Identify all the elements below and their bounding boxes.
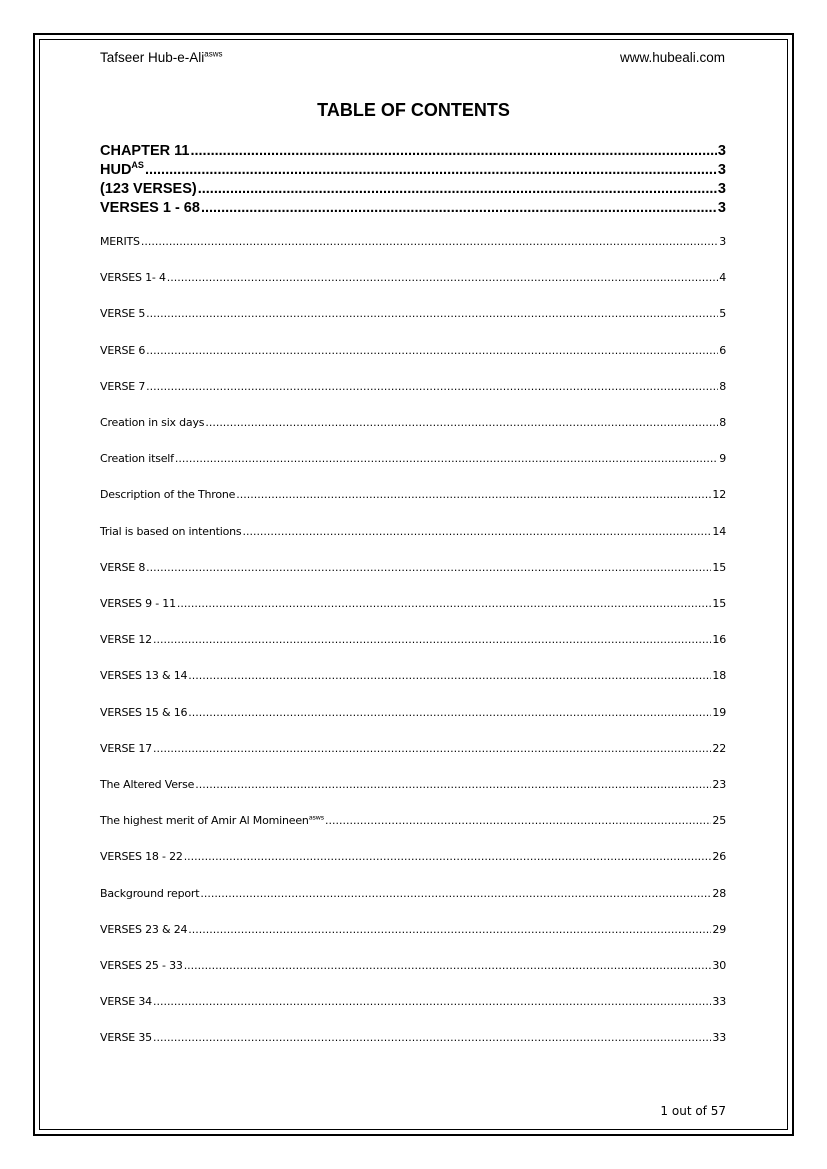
toc-title: TABLE OF CONTENTS <box>317 100 510 120</box>
toc-entry-page: 29 <box>712 922 726 936</box>
toc-entry-label: VERSES 13 & 14 <box>100 669 188 683</box>
toc-leader-dots <box>153 633 711 646</box>
toc-entry-page: 3 <box>719 235 726 248</box>
toc-entry[interactable] <box>100 416 726 431</box>
toc-entry-page: 30 <box>712 959 726 972</box>
toc-entry[interactable] <box>100 814 726 829</box>
toc-entry-label: The highest merit of Amir Al Momineen$^{asws}$ <box>100 813 324 828</box>
toc-entry-label: VERSE 34 <box>100 995 152 1009</box>
toc-leader-dots <box>177 597 712 610</box>
toc-leader-dots <box>146 344 718 357</box>
toc-entry-label: VERSE 35 <box>100 1031 152 1045</box>
page-number: 1 out of 57 <box>660 1104 726 1118</box>
toc-entry-label: VERSES 25 - 33 <box>100 959 183 972</box>
toc-entry-label: Creation in six days <box>100 416 205 429</box>
toc-leader-dots <box>146 380 718 393</box>
toc-entry-page: 16 <box>712 633 726 647</box>
toc-leader-dots <box>184 850 712 863</box>
toc-leader-dots <box>195 778 711 791</box>
toc-entry-page: 3 <box>717 143 726 159</box>
toc-entry-page: 6 <box>719 343 726 357</box>
toc-entry-label: VERSES 18 - 22 <box>100 850 183 864</box>
toc-entry-label: Trial is based on intentions <box>100 524 242 538</box>
toc-leader-dots <box>167 271 718 284</box>
toc-entry-page: 22 <box>712 741 726 755</box>
toc-entry-label: VERSES 1- 4 <box>100 271 166 285</box>
toc-leader-dots <box>200 887 711 900</box>
toc-leader-dots <box>236 488 711 501</box>
toc-entry[interactable] <box>100 561 726 576</box>
toc-entry-page: 28 <box>712 886 726 900</box>
toc-entry-label: VERSES 15 & 16 <box>100 705 188 719</box>
toc-leader-dots <box>153 995 711 1008</box>
toc-leader-dots <box>153 1031 711 1044</box>
toc-entry-label: VERSE 8 <box>100 560 146 574</box>
toc-entry-label: VERSE 6 <box>100 343 146 357</box>
toc-leader-dots <box>188 706 711 719</box>
toc-leader-dots <box>145 162 717 178</box>
toc-leader-dots <box>325 814 711 827</box>
toc-entry-label: Description of the Throne <box>100 488 236 502</box>
toc-entry[interactable] <box>100 380 726 395</box>
toc-entry[interactable] <box>100 887 726 902</box>
toc-entry-label: VERSE 17 <box>100 741 152 755</box>
toc-entry-label: CHAPTER 11 <box>100 143 190 159</box>
toc-entry[interactable] <box>100 344 726 359</box>
toc-entry-page: 5 <box>719 307 726 321</box>
toc-entry[interactable] <box>100 271 726 286</box>
toc-entry-label: (123 VERSES) <box>100 181 197 197</box>
toc-entry-page: 3 <box>717 200 726 216</box>
toc-entry[interactable] <box>100 488 726 503</box>
toc-entry[interactable] <box>100 235 726 250</box>
toc-entry-label: The Altered Verse <box>100 778 195 791</box>
toc-entry[interactable] <box>100 742 726 757</box>
toc-leader-dots <box>184 959 712 972</box>
toc-leader-dots <box>175 452 718 465</box>
toc-entry-page: 23 <box>712 778 726 791</box>
toc-entry[interactable] <box>100 850 726 865</box>
toc-entry[interactable] <box>100 162 726 181</box>
toc-entry[interactable] <box>100 307 726 322</box>
toc-leader-dots <box>201 200 717 216</box>
toc-leader-dots <box>188 923 711 936</box>
toc-entry-page: 9 <box>719 452 726 466</box>
toc-leader-dots <box>153 742 711 755</box>
toc-entry-label: MERITS <box>100 235 140 248</box>
toc-entry[interactable] <box>100 181 726 200</box>
toc-entry-page: 8 <box>719 379 726 393</box>
toc-entry-page: 33 <box>712 1031 726 1045</box>
toc-entry-page: 26 <box>712 850 726 864</box>
toc-leader-dots <box>146 307 718 320</box>
toc-leader-dots <box>198 181 717 197</box>
toc-entry-page: 4 <box>719 271 726 285</box>
toc-entry-page: 14 <box>712 524 726 538</box>
toc-entry[interactable] <box>100 452 726 467</box>
toc-entry-label: VERSE 5 <box>100 307 146 321</box>
toc-entry-label: Creation itself <box>100 452 174 466</box>
toc-entry-label: $HUD^{AS}$ <box>100 160 144 178</box>
toc-entry-label: VERSES 23 & 24 <box>100 922 188 936</box>
toc-entry-label: VERSES 9 - 11 <box>100 597 176 610</box>
toc-entry-page: 19 <box>712 705 726 719</box>
toc-entry[interactable] <box>100 200 726 219</box>
toc-entry[interactable] <box>100 923 726 938</box>
toc-entry[interactable] <box>100 706 726 721</box>
toc-entry[interactable] <box>100 995 726 1010</box>
toc-leader-dots <box>146 561 711 574</box>
toc-entry[interactable] <box>100 633 726 648</box>
header-website: www.hubeali.com <box>619 50 725 65</box>
toc-entry-page: 15 <box>712 560 726 574</box>
toc-leader-dots <box>141 235 718 248</box>
toc-entry[interactable] <box>100 143 726 162</box>
toc-entry[interactable] <box>100 1031 726 1046</box>
toc-entry-page: 12 <box>712 488 726 502</box>
toc-entry[interactable] <box>100 959 726 974</box>
toc-entry[interactable] <box>100 597 726 612</box>
toc-entry-page: 3 <box>717 181 726 197</box>
toc-leader-dots <box>242 525 711 538</box>
toc-leader-dots <box>188 669 711 682</box>
toc-entry-label: VERSE 7 <box>100 379 146 393</box>
toc-entry[interactable] <box>100 525 726 540</box>
toc-entry[interactable] <box>100 778 726 793</box>
toc-leader-dots <box>205 416 718 429</box>
toc-entry-page: 18 <box>712 669 726 683</box>
toc-leader-dots <box>190 143 716 159</box>
toc-entry-label: Background report <box>100 886 200 900</box>
toc-entry-page: 25 <box>712 814 726 828</box>
toc-entry-page: 15 <box>712 597 726 610</box>
header-book-title: Tafseer Hub-e-Ali$^{asws}$ <box>100 49 223 65</box>
toc-entry-page: 33 <box>712 995 726 1009</box>
toc-entry-page: 3 <box>717 162 726 178</box>
toc-entry[interactable] <box>100 669 726 684</box>
toc-entry-label: VERSE 12 <box>100 633 152 647</box>
toc-entry-page: 8 <box>719 416 726 429</box>
toc-entry-label: VERSES 1 - 68 <box>100 200 200 216</box>
